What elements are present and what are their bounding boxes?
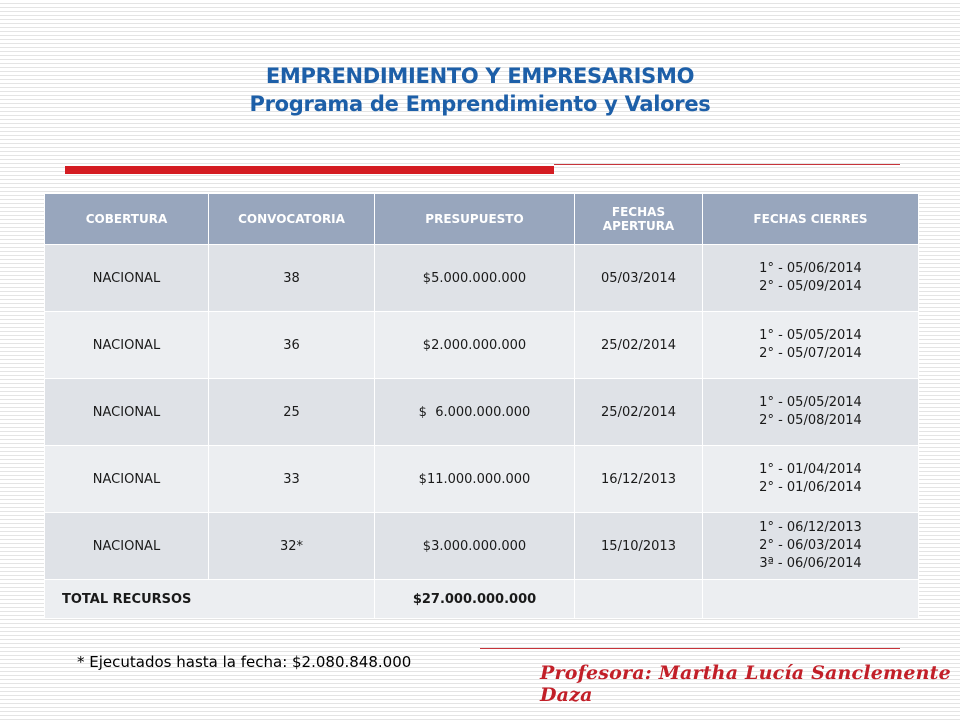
header-convocatoria: CONVOCATORIA [209,194,375,245]
red-divider [65,166,554,174]
cell-opening: 16/12/2013 [575,446,703,513]
empty-cell [575,580,703,619]
header-fechas-cierres: FECHAS CIERRES [703,194,919,245]
cell-coverage: NACIONAL [45,446,209,513]
cell-call: 33 [209,446,375,513]
total-amount: $27.000.000.000 [375,580,575,619]
cell-closings [703,446,919,513]
cell-call: 38 [209,245,375,312]
header-fechas-apertura: FECHAS APERTURA [575,194,703,245]
thin-divider [554,164,900,165]
header-cobertura: COBERTURA [45,194,209,245]
cell-closings [703,513,919,580]
closing-date: 1° - 01/04/2014 [759,462,862,477]
cell-closings [703,312,919,379]
table-row [45,312,919,379]
total-row [45,580,919,619]
bottom-divider [480,648,900,649]
table-header-row [45,194,919,245]
cell-call: 25 [209,379,375,446]
total-label: TOTAL RECURSOS [45,580,375,619]
cell-coverage: NACIONAL [45,513,209,580]
cell-budget: $11.000.000.000 [375,446,575,513]
cell-coverage: NACIONAL [45,312,209,379]
closing-date: 2° - 05/09/2014 [759,279,862,294]
header-presupuesto: PRESUPUESTO [375,194,575,245]
table-row [45,513,919,580]
cell-opening: 05/03/2014 [575,245,703,312]
empty-cell [703,580,919,619]
closing-date: 2° - 06/03/2014 [759,538,862,553]
title-block [0,62,960,118]
cell-opening: 25/02/2014 [575,379,703,446]
cell-call: 36 [209,312,375,379]
cell-call: 32* [209,513,375,580]
cell-budget: $5.000.000.000 [375,245,575,312]
cell-coverage: NACIONAL [45,379,209,446]
closing-date: 2° - 05/08/2014 [759,413,862,428]
closing-date: 1° - 05/06/2014 [759,261,862,276]
table-row [45,379,919,446]
table-row [45,245,919,312]
closing-date: 1° - 06/12/2013 [759,520,862,535]
resources-table [44,193,919,619]
closing-date: 1° - 05/05/2014 [759,328,862,343]
cell-closings [703,245,919,312]
footnote: * Ejecutados hasta la fecha: $2.080.848.000 [77,653,412,671]
cell-budget: $3.000.000.000 [375,513,575,580]
cell-coverage: NACIONAL [45,245,209,312]
signature: Profesora: Martha Lucía Sanclemente Daza [540,662,951,706]
closing-date: 2° - 05/07/2014 [759,346,862,361]
cell-closings [703,379,919,446]
subtitle: Programa de Emprendimiento y Valores [249,92,711,116]
main-title: EMPRENDIMIENTO Y EMPRESARISMO [265,64,695,88]
table-row [45,446,919,513]
closing-date: 3ª - 06/06/2014 [759,556,862,571]
closing-date: 2° - 01/06/2014 [759,480,862,495]
cell-budget: $2.000.000.000 [375,312,575,379]
cell-opening: 15/10/2013 [575,513,703,580]
cell-budget: $ 6.000.000.000 [375,379,575,446]
closing-date: 1° - 05/05/2014 [759,395,862,410]
cell-opening: 25/02/2014 [575,312,703,379]
